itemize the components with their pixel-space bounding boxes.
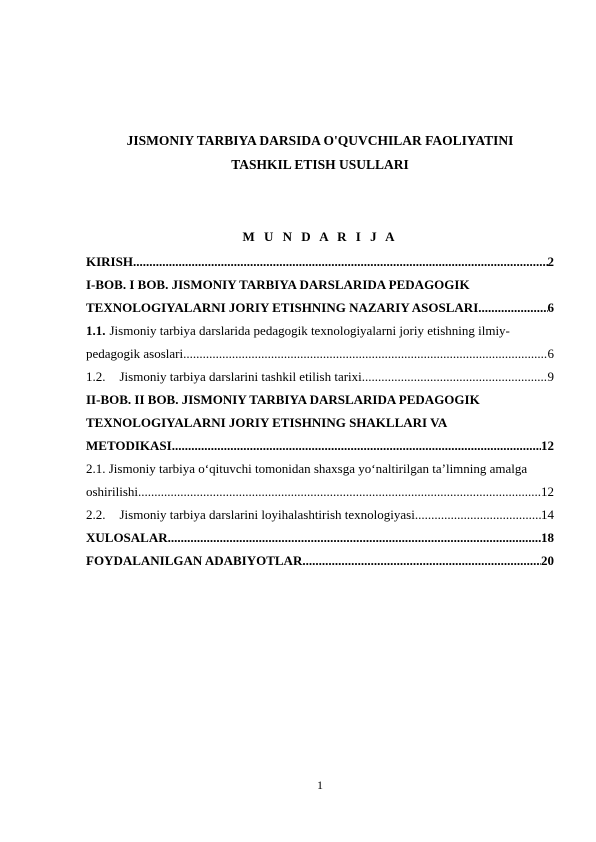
toc-entry-label: METODIKASI: [86, 438, 172, 453]
toc-entry-bob2-line1[interactable]: [86, 388, 554, 411]
toc-page-number: 20: [541, 553, 554, 568]
toc-entry-kirish[interactable]: [86, 250, 554, 273]
toc-leader-dots: [302, 549, 541, 572]
toc-entry-label: FOYDALANILGAN ADABIYOTLAR: [86, 553, 303, 568]
toc-entry-bob1-line1[interactable]: [86, 273, 554, 296]
page-number: 1: [317, 778, 323, 792]
toc-entry-label: TEXNOLOGIYALARNI JORIY ETISHNING SHAKLLARI VA: [86, 415, 448, 430]
document-title-line-1: JISMONIY TARBIYA DARSIDA O'QUVCHILAR FAOLIYATINI: [126, 133, 514, 148]
toc-page-number: 12: [541, 438, 554, 453]
toc-leader-dots: [478, 296, 547, 319]
toc-page-number: 14: [541, 507, 554, 522]
toc-leader-dots: [415, 503, 541, 526]
toc-entry-label: KIRISH: [86, 254, 133, 269]
table-of-contents: [86, 250, 554, 572]
toc-entry-label: pedagogik asoslari: [86, 346, 184, 361]
toc-leader-dots: [168, 526, 541, 549]
toc-page-number: 18: [541, 530, 554, 545]
toc-entry-xulosalar[interactable]: [86, 526, 554, 549]
toc-entry-1-1-line1[interactable]: [86, 319, 554, 342]
toc-leader-dots: [133, 250, 548, 273]
toc-leader-dots: [138, 480, 541, 503]
toc-page-number: 12: [541, 484, 554, 499]
toc-entry-1-2[interactable]: [86, 365, 554, 388]
toc-entry-2-1-line1[interactable]: [86, 457, 554, 480]
toc-entry-1-1-line2[interactable]: [86, 342, 554, 365]
toc-leader-dots: [362, 365, 548, 388]
toc-entry-adabiyotlar[interactable]: [86, 549, 554, 572]
toc-entry-2-2[interactable]: [86, 503, 554, 526]
toc-page-number: 6: [547, 300, 554, 315]
toc-entry-label: 2.1. Jismoniy tarbiya o‘qituvchi tomonidan shaxsga yo‘naltirilgan ta’limning amalga: [86, 461, 528, 476]
document-title-line-2: TASHKIL ETISH USULLARI: [231, 157, 409, 172]
toc-section-number: 1.1.: [86, 323, 106, 338]
toc-leader-dots: [172, 434, 541, 457]
toc-entry-2-1-line2[interactable]: [86, 480, 554, 503]
toc-entry-label: I-BOB. I BOB. JISMONIY TARBIYA DARSLARIDA PEDAGOGIK: [86, 277, 470, 292]
toc-section-number: 1.2.: [86, 369, 106, 384]
toc-entry-bob2-line3[interactable]: [86, 434, 554, 457]
toc-entry-bob2-line2[interactable]: [86, 411, 554, 434]
contents-heading: M U N D A R I J A: [242, 229, 398, 244]
toc-entry-label: II-BOB. II BOB. JISMONIY TARBIYA DARSLARIDA PEDAGOGIK: [86, 392, 480, 407]
toc-leader-dots: [183, 342, 547, 365]
toc-entry-label: Jismoniy tarbiya darslarini loyihalashtirish texnologiyasi: [119, 507, 415, 522]
toc-page-number: 6: [547, 346, 554, 361]
toc-entry-label: Jismoniy tarbiya darslarida pedagogik texnologiyalarni joriy etishning ilmiy-: [109, 323, 510, 338]
toc-page-number: 2: [547, 254, 554, 269]
toc-entry-label: TEXNOLOGIYALARNI JORIY ETISHNING NAZARIY ASOSLARI: [86, 300, 479, 315]
toc-section-number: 2.2.: [86, 507, 106, 522]
toc-entry-label: Jismoniy tarbiya darslarini tashkil etilish tarixi: [119, 369, 362, 384]
toc-entry-label: oshirilishi: [86, 484, 139, 499]
toc-entry-label: XULOSALAR: [86, 530, 168, 545]
toc-page-number: 9: [547, 369, 554, 384]
toc-entry-bob1-line2[interactable]: [86, 296, 554, 319]
